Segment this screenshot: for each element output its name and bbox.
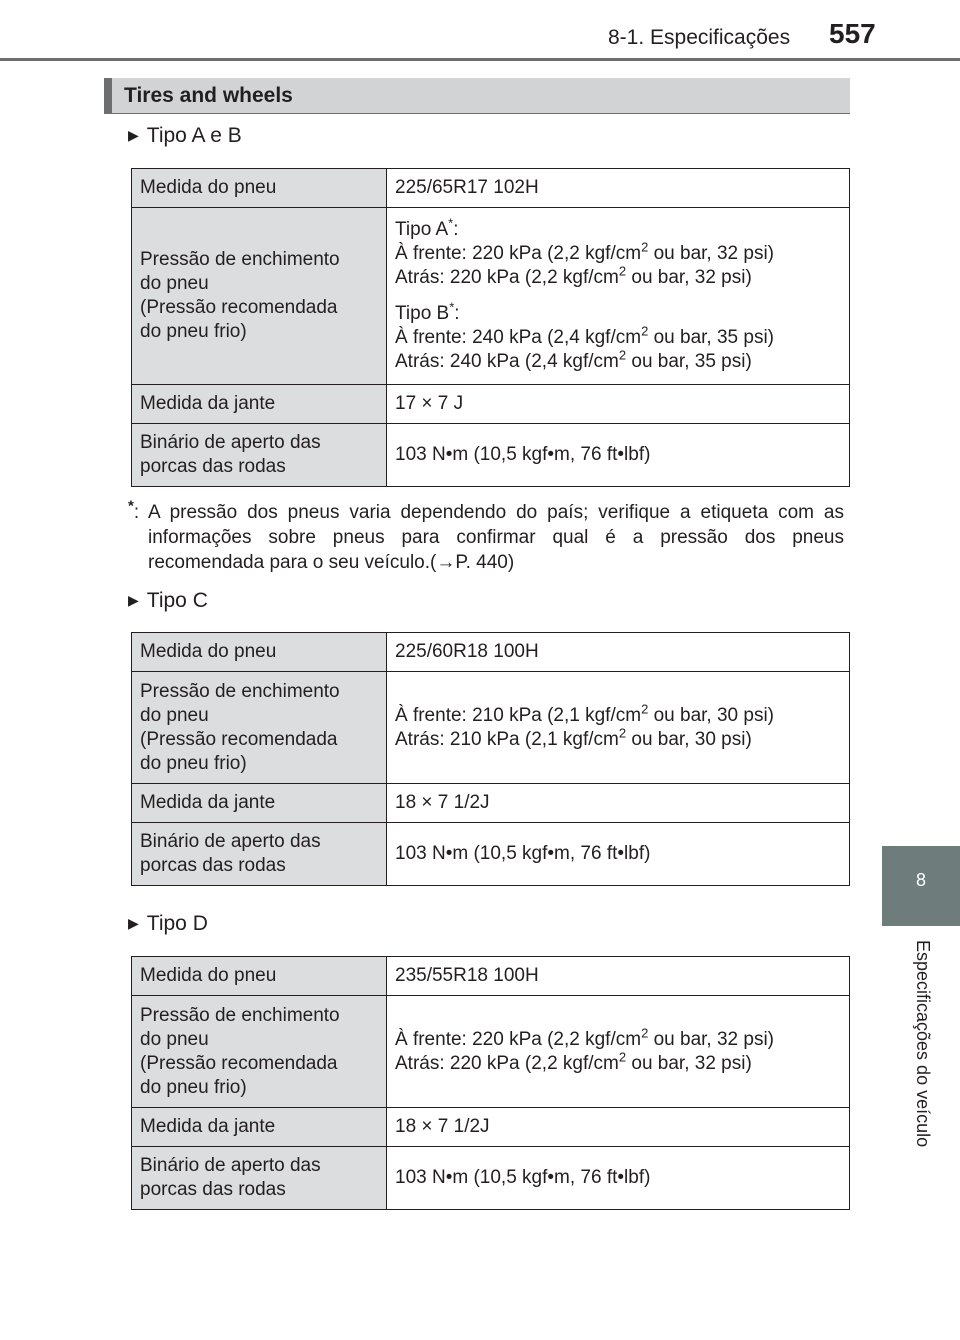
spec-table-tipo-a-b (131, 168, 850, 487)
chapter-number: 8 (915, 870, 926, 890)
footnote (128, 497, 844, 575)
pressure-text: ou bar, 35 psi) (648, 327, 775, 348)
pressure-label-line: do pneu frio) (140, 752, 247, 774)
rim-label: Medida da jante (132, 1108, 387, 1147)
pressure-text: Atrás: 210 kPa (2,1 kgf/cm (395, 728, 619, 750)
pressure-value (387, 672, 850, 784)
triangle-bullet-icon: ▶ (128, 127, 139, 143)
pressure-label-line: (Pressão recomendada (140, 728, 338, 750)
triangle-bullet-icon: ▶ (128, 915, 139, 931)
pressure-line (395, 1049, 841, 1076)
table-row (132, 424, 850, 487)
pressure-label-line: (Pressão recomendada (140, 297, 338, 318)
pressure-text: À frente: 210 kPa (2,1 kgf/cm (395, 704, 642, 726)
table-row (132, 957, 850, 996)
exponent: 2 (618, 1049, 627, 1065)
torque-label-line: Binário de aperto das (140, 432, 321, 453)
tire-size-label: Medida do pneu (132, 169, 387, 208)
subheading-text: Tipo C (146, 589, 208, 612)
pressure-line (395, 725, 841, 752)
chapter-label: Especificações do veículo (913, 940, 933, 1148)
header-divider (0, 58, 960, 61)
group-heading-text: Tipo A (395, 219, 449, 240)
subheading-tipo-a-b (128, 124, 242, 148)
torque-label-line: porcas das rodas (140, 1179, 286, 1200)
tire-size-label: Medida do pneu (132, 957, 387, 996)
torque-label-line: porcas das rodas (140, 456, 286, 477)
table-row (132, 208, 850, 385)
torque-value: 103 N•m (10,5 kgf•m, 76 ft•lbf) (387, 1147, 850, 1210)
chapter-tab (882, 846, 960, 926)
spec-table-tipo-d (131, 956, 850, 1210)
tire-size-value: 225/60R18 100H (387, 633, 850, 672)
exponent: 2 (618, 725, 627, 741)
section-heading: 8-1. Especificações (608, 26, 791, 49)
section-title: Tires and wheels (104, 78, 850, 114)
torque-value: 103 N•m (10,5 kgf•m, 76 ft•lbf) (387, 823, 850, 886)
pressure-label-line: do pneu frio) (140, 321, 247, 342)
pressure-text: ou bar, 32 psi) (626, 1052, 752, 1074)
triangle-bullet-icon: ▶ (128, 592, 139, 608)
table-row (132, 385, 850, 424)
pressure-text: À frente: 220 kPa (2,2 kgf/cm (395, 1028, 642, 1050)
table-row (132, 823, 850, 886)
pressure-text: À frente: 240 kPa (2,4 kgf/cm (395, 327, 642, 348)
exponent: 2 (641, 323, 649, 339)
pressure-value (387, 208, 850, 385)
table-row (132, 1108, 850, 1147)
pressure-line (395, 239, 841, 266)
pressure-line (395, 323, 841, 350)
pressure-text: ou bar, 30 psi) (648, 704, 775, 726)
pressure-text: Atrás: 220 kPa (2,2 kgf/cm (395, 267, 619, 288)
pressure-label-line: (Pressão recomendada (140, 1052, 338, 1074)
group-heading-tipo-b (395, 299, 841, 326)
pressure-text: ou bar, 30 psi) (626, 728, 752, 750)
pressure-text: ou bar, 35 psi) (626, 351, 752, 372)
rim-value: 18 × 7 1/2J (387, 1108, 850, 1147)
rim-label: Medida da jante (132, 385, 387, 424)
pressure-value (387, 996, 850, 1108)
subheading-tipo-c (128, 589, 208, 613)
table-row (132, 784, 850, 823)
torque-label-line: Binário de aperto das (140, 831, 321, 852)
exponent: 2 (618, 263, 627, 279)
spec-table-tipo-c (131, 632, 850, 886)
pressure-label (132, 672, 387, 784)
torque-label (132, 823, 387, 886)
pressure-text: ou bar, 32 psi) (648, 243, 775, 264)
torque-label (132, 424, 387, 487)
pressure-label-line: Pressão de enchimento (140, 680, 340, 702)
torque-value: 103 N•m (10,5 kgf•m, 76 ft•lbf) (387, 424, 850, 487)
tire-size-value: 235/55R18 100H (387, 957, 850, 996)
group-heading-text: Tipo B (395, 303, 450, 324)
pressure-label (132, 208, 387, 385)
footnote-text: : A pressão dos pneus varia dependendo do país; verifique a etiqueta com as informações sobre pneus para confirmar qual é a pressão dos pneus recomendada para o seu veículo.(→P. 440) (133, 502, 844, 573)
footnote-marker: * (448, 215, 454, 231)
pressure-text: Atrás: 220 kPa (2,2 kgf/cm (395, 1052, 619, 1074)
exponent: 2 (641, 701, 649, 717)
pressure-label-line: do pneu frio) (140, 1076, 247, 1098)
pressure-label (132, 996, 387, 1108)
rim-value: 17 × 7 J (387, 385, 850, 424)
pressure-label-line: do pneu (140, 273, 209, 294)
exponent: 2 (618, 347, 627, 363)
torque-label (132, 1147, 387, 1210)
table-row (132, 1147, 850, 1210)
pressure-label-line: Pressão de enchimento (140, 249, 340, 270)
table-row (132, 169, 850, 208)
subheading-tipo-d (128, 912, 208, 936)
pressure-line (395, 1025, 841, 1052)
footnote-marker: * (128, 497, 134, 515)
colon: : (453, 219, 459, 240)
subheading-text: Tipo D (146, 912, 208, 935)
torque-label-line: Binário de aperto das (140, 1155, 321, 1176)
torque-label-line: porcas das rodas (140, 855, 286, 876)
pressure-label-line: Pressão de enchimento (140, 1004, 340, 1026)
table-row (132, 633, 850, 672)
pressure-line (395, 701, 841, 728)
rim-label: Medida da jante (132, 784, 387, 823)
pressure-text: Atrás: 240 kPa (2,4 kgf/cm (395, 351, 619, 372)
exponent: 2 (641, 239, 649, 255)
pressure-label-line: do pneu (140, 704, 209, 726)
exponent: 2 (641, 1025, 649, 1041)
pressure-label-line: do pneu (140, 1028, 209, 1050)
subheading-text: Tipo A e B (146, 124, 242, 147)
tire-size-value: 225/65R17 102H (387, 169, 850, 208)
rim-value: 18 × 7 1/2J (387, 784, 850, 823)
footnote-marker: * (449, 299, 455, 315)
colon: : (454, 303, 460, 324)
tire-size-label: Medida do pneu (132, 633, 387, 672)
pressure-text: ou bar, 32 psi) (648, 1028, 775, 1050)
pressure-line (395, 263, 841, 290)
pressure-text: À frente: 220 kPa (2,2 kgf/cm (395, 243, 642, 264)
table-row (132, 996, 850, 1108)
table-row (132, 672, 850, 784)
group-heading-tipo-a (395, 215, 841, 242)
pressure-line (395, 347, 841, 374)
page-number: 557 (829, 18, 876, 49)
pressure-text: ou bar, 32 psi) (626, 267, 752, 288)
